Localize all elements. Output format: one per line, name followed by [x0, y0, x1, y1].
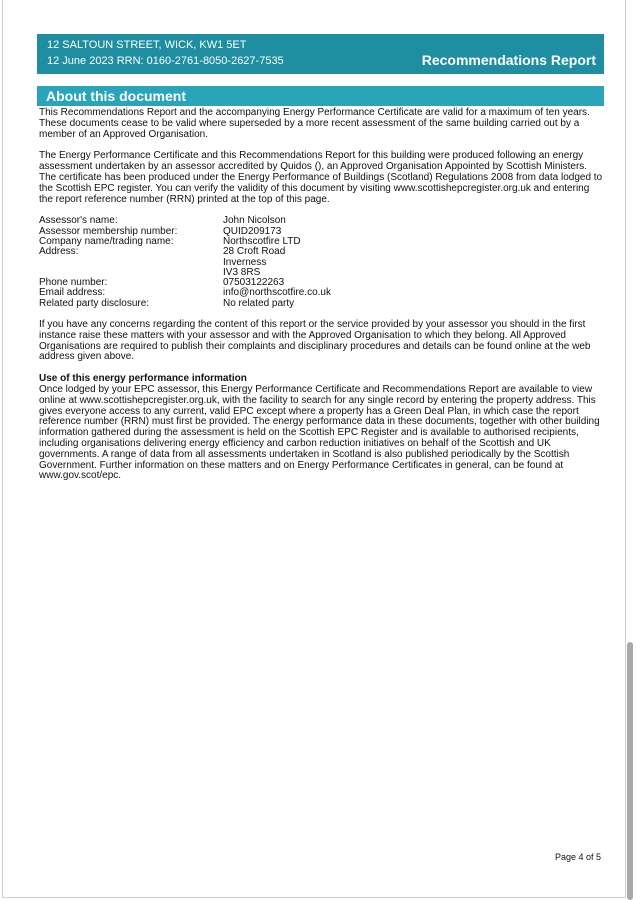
address-spacer	[39, 258, 223, 268]
email-label: Email address:	[39, 287, 106, 299]
validity-paragraph: This Recommendations Report and the accompanying Energy Performance Certificate are valid for a maximum of ten years. These documents cease to be valid where superseded by a more recent assessment of the same building carried out by a member of an Approved Organisation.	[39, 107, 590, 140]
report-header	[37, 34, 604, 74]
membership-number: QUID209173	[223, 225, 282, 237]
report-title: Recommendations Report	[421, 52, 596, 68]
assessment-paragraph: The Energy Performance Certificate and this Recommendations Report for this building were produced following an energy assessment undertaken by an assessor accredited by Quidos (), an Approved Organisation Appointed by Scottish Ministers. The certificate has been produced under the Energy Performance of Buildings (Scotland) Regulations 2008 from data lodged to the Scottish EPC register. You can verify the validity of this document by visiting www.scottishepcregister.org.uk and entering the report reference number (RRN) printed at the top of this page.	[39, 150, 603, 205]
related-party-disclosure: No related party	[223, 297, 295, 309]
document-page	[2, 0, 626, 898]
date-and-rrn: 12 June 2023 RRN: 0160-2761-8050-2627-7535	[47, 55, 284, 67]
phone-label: Phone number:	[39, 277, 108, 289]
company-label: Company name/trading name:	[39, 235, 174, 247]
email-address: info@northscotfire.co.uk	[223, 287, 331, 299]
address-label: Address:	[39, 246, 79, 258]
address-line-1: 28 Croft Road	[223, 246, 286, 258]
scrollbar-thumb[interactable]	[627, 642, 633, 900]
energy-info-paragraph: Once lodged by your EPC assessor, this Energy Performance Certificate and Recommendations Report are available to view online at www.scottishepcregister.org.uk, with the facility to search for any single record by entering the property address. This gives everyone access to any current, valid EPC except where a property has a Green Deal Plan, in which case the report reference number (RRN) must first be provided. The energy performance data in these documents, together with other building information gathered during the assessment is held on the Scottish EPC Register and is available to authorised recipients, including organisations delivering energy efficiency and carbon reduction initiatives on behalf of the Scottish and UK governments. A range of data from all assessments undertaken in Scotland is also published periodically by the Scottish Government. Further information on these matters and on Energy Performance Certificates in general, can be found at www.gov.scot/epc.	[39, 384, 600, 482]
property-address: 12 SALTOUN STREET, WICK, KW1 5ET	[47, 39, 247, 51]
section-title: About this document	[46, 88, 186, 104]
assessor-name: John Nicolson	[223, 215, 286, 227]
phone-number: 07503122263	[223, 277, 285, 289]
section-heading-bar	[37, 86, 604, 106]
company-name: Northscotfire LTD	[223, 235, 301, 247]
assessor-details	[39, 216, 604, 309]
assessor-name-label: Assessor's name:	[39, 215, 118, 227]
disclosure-label: Related party disclosure:	[39, 297, 150, 309]
membership-label: Assessor membership number:	[39, 225, 178, 237]
address-line-2: Inverness	[223, 256, 267, 268]
address-line-3: IV3 8RS	[223, 266, 261, 278]
concerns-paragraph: If you have any concerns regarding the content of this report or the service provided by your assessor you should in the first instance raise these matters with your assessor and with the Approved Organisation to which they belong. All Approved Organisations are required to publish their complaints and disciplinary procedures and details can be found online at the web address given above.	[39, 319, 591, 363]
document-body	[39, 108, 604, 482]
subsection-heading: Use of this energy performance information	[39, 373, 247, 385]
page-number: Page 4 of 5	[554, 852, 601, 862]
